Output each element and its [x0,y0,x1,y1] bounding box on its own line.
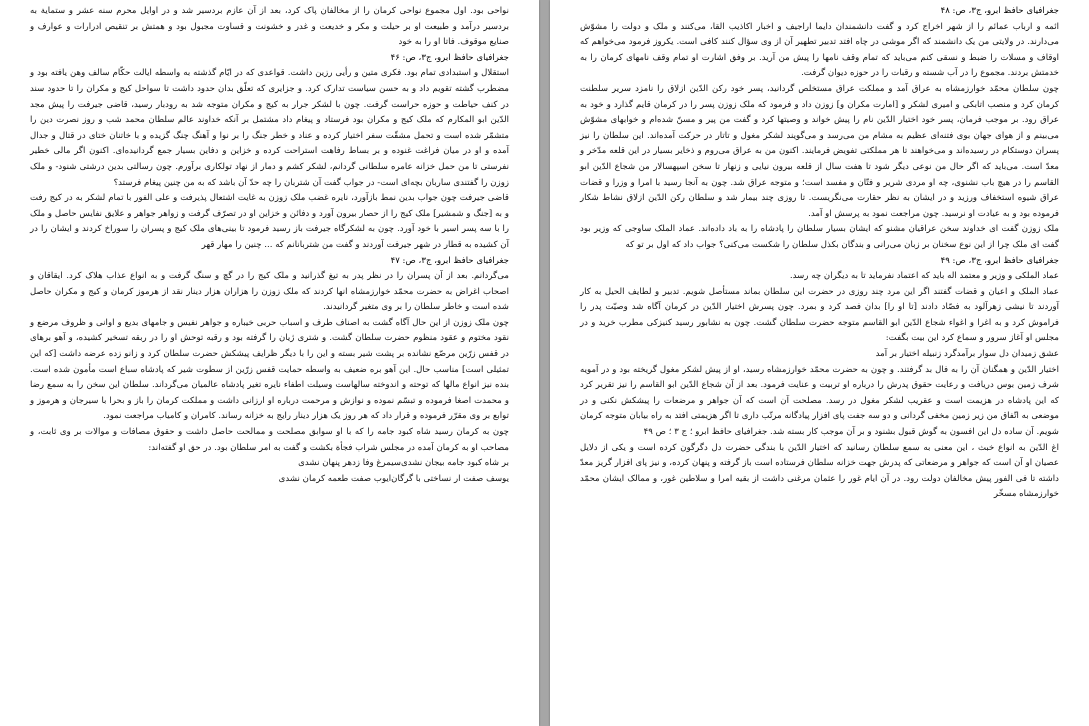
paragraph: چون سلطان محمّد خوارزمشاه به عراق آمد و مملکت عراق مستخلص گردانید، پسر خود رکن الدّین ازلاق را نامزد سریر سلطنت کرمان کرد و منصب اتابکی و امیری لشکر و [امارت مکران و] زوزن داد و فرمود که ملک زوزن پسر را در کرمان قایم گذارد و خود به عراق رود. بر موجب فرمان، پسر خود اختیار الدّین نام را پیش خواند و وصیتها کرد و گفت من پیر و مسنّ شده‌ام و خوابهای مشوّش می‌بینم و از هوای جهان بوی فتنه‌ای عظیم به مشام من می‌رسد و می‌گویند لشکر مغول و تاتار در حرکت آمده‌اند. این سلطان را نیز پسران دوستکام در رسیده‌اند و می‌خواهند تا هر مملکتی تفویض فرمایند. اکنون من به عراق می‌روم و ذخایر بسیار در این قلعه مدّخر و معدّ است. می‌باید که اگر حال من نوعی دیگر شود تا هفت سال از قلعه بیرون نیایی و زنهار تا سخن اسپهسالار من شجاع الدّین ابو القاسم را در هیچ باب نشنوی، چه او مردی شریر و فتّان و مفسد است؛ و متوجه عراق شد. چون به آنجا رسید با امرا و وزرا و قضات عراق شیوه استخفاف ورزید و در ایشان به نظر حقارت می‌نگریست. تا روزی چند بیمار شد و سلطان رکن الدّین ازلاق نشاط شکار فرموده بود و به عیادت او نرسید. چون مراجعت نمود به پرسش او آمد. [580,83,1059,219]
paragraph: چون به کرمان رسید شاه کبود جامه را که با او سوابق مصلحت و ممالحت حاصل داشت و حقوق مصافات و موالات بر وی ثابت، و مصاحب او به کرمان آمده در مجلس شراب فجأة بکشت و گفت به امر سلطان بود. در حق او گفته‌اند: [30,427,509,453]
paragraph: اغ الدّین به انواع خبث ، این معنی به سمع سلطان رسانید که اختیار الدّین با بندگی حضرت دل دگرگون کرده است و یکی از دلایل عصیان او آن است که جواهر و مرضعاتی که پدرش جهت خزانه سلطان فرستاده است باز گرفته و پنهان کرده، و نیز پای افزار گریز معدّ داشته تا فی الفور پیش مخالفان دولت رود. در آن ایام غور را عثمان مرغنی داشت از بقیه امرا و سلاطین غور، و ممالک ایشان محمّد خوارزمشاه مسخّر [580,442,1059,500]
verse-line: عشق زمیدان دل سوار برآمدگرد زنبیله اختیار بر آمد [875,349,1059,360]
right-page [550,0,1089,726]
paragraph: نواحی بود. اول مجموع نواحی کرمان را از مخالفان پاک کرد، بعد از آن عازم بردسیر شد و در اوایل محرم سنه عشر و ستمایة به بردسیر درآمد و طبیعت او بر حیلت و مکر و خدیعت و غدر و خشونت و قساوت مجبول بود و همتش بر تنقیص ادرارات و عوارف و صنایع موقوف. فاتا او را به خود [30,6,509,48]
left-page [0,0,539,726]
paragraph: قاضی جیرفت چون جواب بدین نمط بازآورد، نایره غضب ملک زوزن به غایت اشتعال پذیرفت و علی الفور با تمام لشکر به در کیج رفت و به [جنگ و شمشیر] ملک کیج را از حصار بیرون آورد و دفائن و خزاین او در تصرّف گرفت و زواهر جواهر و علایق نفایس حاصل و ملک را با سه پسر اسیر با خود آورد. چون به لشکرگاه جیرفت باز رسید فرمود تا بینی‌های ملک کیج و پسران را سوراخ کردند و ایشان را در آن کشیده به قطار در شهر جیرفت آوردند و گفت من شتربانانم که ... چنین را مهار قهر [30,193,509,250]
paragraph: می‌گردانم. بعد از آن پسران را در نظر پدر به تیغ گذرانید و ملک کیج را در گچ و سنگ گرفت و به انواع عذاب هلاک کرد. ایقاقان و اصحاب اغراض به حضرت محمّد خوارزمشاه انها کردند که ملک زوزن را هزاران هزار دینار نقد از هرموز کرمان و کیج و مکران حاصل شده است و خاطر سلطان را بر وی متغیر گردانیدند. [30,271,509,313]
paragraph: استقلال و استبدادی تمام بود. فکری متین و رأیی رزین داشت. قواعدی که در ایّام گذشته به واسطه ایالت حکّام سالف وهن یافته بود و مضطرب گشته تقویم داد و به حسن سیاست تدارک کرد. و جزایری که تعلّق بدان حدود داشت تا سواحل کیج و مکران را تا حدود سند در کنف حیاطت و حوزه حراست گرفت. چون با لشکر جرار به کیج و مکران متوجه شد به رودبار رسید، قاضی جیرفت را پیش مجد الدّین ابو المکارم که ملک کیج و مکران بود فرستاد و پیغام داد مشتمل بر آنکه خداوند عالم سلطان محمد شب و روز نصرت دین را متشمّر شده است و تحمل مشقّت سفر اختیار کرده و عناد و خطر جنگ را بر نوا و آهنگ چنگ گزیده و با خاتنان ختای در قتال و جدال آمده و او در میان فراغت غنوده و بر بساط رفاهت استراحت کرده و خزاین و دفاین بسیار جمع گردانیده‌ای. اکنون اگر مالی خطیر نفرستی تا من حمل خزانه عامره سلطانی گردانم، لشکر کشم و دمار از نهاد تولکاری برآورم. چون رسالتی بدین درشتی شنود- و ملک زوزن را گفتندی ساربان بچه‌ای است- در جواب گفت آن شتربان را چه حدّ آن باشد که به من چنین پیغام فرستد؟ [30,68,509,188]
paragraph: ملک زوزن گفت ای خداوند سخن عراقیان مشنو که ایشان بسیار سلطان را پادشاه را به باد داده‌اند. عماد الملک ساوجی که وزیر بود گفت ای ملک چرا از این نوع سخنان بر زبان می‌رانی و بندگان بکذل سلطان را شکست می‌کنی؟ جواب داد که اول بر تو که [580,224,1059,250]
paragraph: ائمه و ارباب عمائم را از شهر اخراج کرد و گفت دانشمندان دایما اراجیف و اخبار اکاذیب القا، می‌کنند و ملک و دولت را مشوّش می‌دارند. در ولایتی من یک دانشمند که اگر موشی در چاه افتد تدبیر تطهیر آن از وی سؤال کنند کافی است. یکروز فرمود می‌خواهم که اوقاف و مسلات را ضبط و نسقی کنم می‌باید که تمام وقف نامها را پیش من آرید. بر وفق اشارت او تمام وقف نامهای کرمان را به خدمتش بردند. مجموع را در آب شسته و رقبات را در حوزه دیوان گرفت. [580,21,1059,79]
left-page-content [30,4,509,722]
paragraph: عماد الملک و اعیان و قضات گفتند اگر این مرد چند روزی در حضرت این سلطان بماند مستأصل شویم. تدبیر و لطایف الحیل به کار آوردند تا نیشی زهرآلود به فصّاد دادند [تا او را] بدان فصد کرد و بمرد. چون پسرش اختیار الدّین در کرمان آگاه شد وصیّت پدر را فراموش کرد و به اغرا و اغواء شجاع الدّین ابو القاسم متوجه حضرت سلطان گشت. چون به نشابور رسید کنیزکی مطرب خرید و در مجلس او آغاز سرور و سماع کرد این بیت بگفت: [580,286,1059,344]
right-page-content [580,4,1059,722]
page-header: جغرافیای حافظ ابرو، ج۳، ص: ۴۸ [940,6,1059,16]
verse-line: یوسف صفت ار نساختی با گرگان‌ایوب صفت طعمه کرمان نشدی [278,473,509,484]
page-header: جغرافیای حافظ ابرو، ج۳، ص: ۴۹ [940,255,1059,266]
paragraph: اختیار الدّین و همگنان آن را به فال بد گرفتند. و چون به حضرت محمّد خوارزمشاه رسید، او از پیش لشکر مغول گریخته بود و در آمویه شرف زمین بوس دریافت و رعایت حقوق پدرش را درباره او تربیت و عنایت فرمود. بعد از آن شجاع الدّین ابو القاسم را نیز تقریر کرد که این پادشاه در هزیمت است و عقریب لشکر مغول در رسد. مصلحت آن است که آن جواهر و مرضعات را پیشکش نکنی و در موضعی به اتّفاق من زیر زمین مخفی گردانی و دو سه جفت پای افزار پیادگانه مرتّب داری تا اگر هزیمتی افتد به راه بیابان متوجه کرمان شویم. آن ساده دل این افسون به گوش قبول بشنود و بر آن موجب کار بسته شد. جغرافیای حافظ ابرو ؛ ج ۳ ؛ ص ۴۹ [580,364,1059,438]
verse-line: بر شاه کبود جامه بیجان نشدی‌سیمرغ وفا زدهر پنهان نشدی [298,458,509,469]
page-header: جغرافیای حافظ ابرو، ج۳، ص: ۴۷ [390,255,509,266]
page-header: جغرافیای حافظ ابرو، ج۳، ص: ۴۶ [390,52,509,63]
paragraph: چون ملک زوزن از این حال آگاه گشت به اصناف طرف و اسباب حربی خیباره و جواهر نفیس و جامهای بدیع و اوانی و ظروف مرضع و نقود مختوم و عقود منظوم حضرت سلطان گشت. و شتری ژیان را گرفته بود و رقبه توحش او را در ربقه تسخیر کشیده، و آهو برهای در قفس زرّین مرصّع نشانده بر پشت شیر بسته و این را با دیگر ظرایف پیشکش حضرت سلطان کرد و زانو زده عرضه داشت [که این تمثیلی است] مناسب حال. این آهو بره ضعیف به واسطه حمایت قفس زرّین از سطوت شیر که پادشاه سباع است مأمون شده است. بنده نیز انواع مالها که توحته و اندوخته سالهاست وسیلت اطفاء نایره تغیر پادشاه عالمیان می‌گرداند. سلطان این سخن را به سمع رضا و محمدت اصغا فرموده و تبسّم نموده و نوازش و مرحمت درباره او ارزانی داشت و مملکت کرمان را باز و بحرا با سیرجان و هرموز و توابع بر وی مقرّر فرموده و قرار داد که هر روز یک هزار دینار رایج به خزانه رساند. کامران و کامیاب مراجعت نمود. [30,317,509,422]
paragraph: عماد الملکی و وزیر و معتمد اله باید که اعتماد نفرماید تا به دیگران چه رسد. [789,271,1059,282]
